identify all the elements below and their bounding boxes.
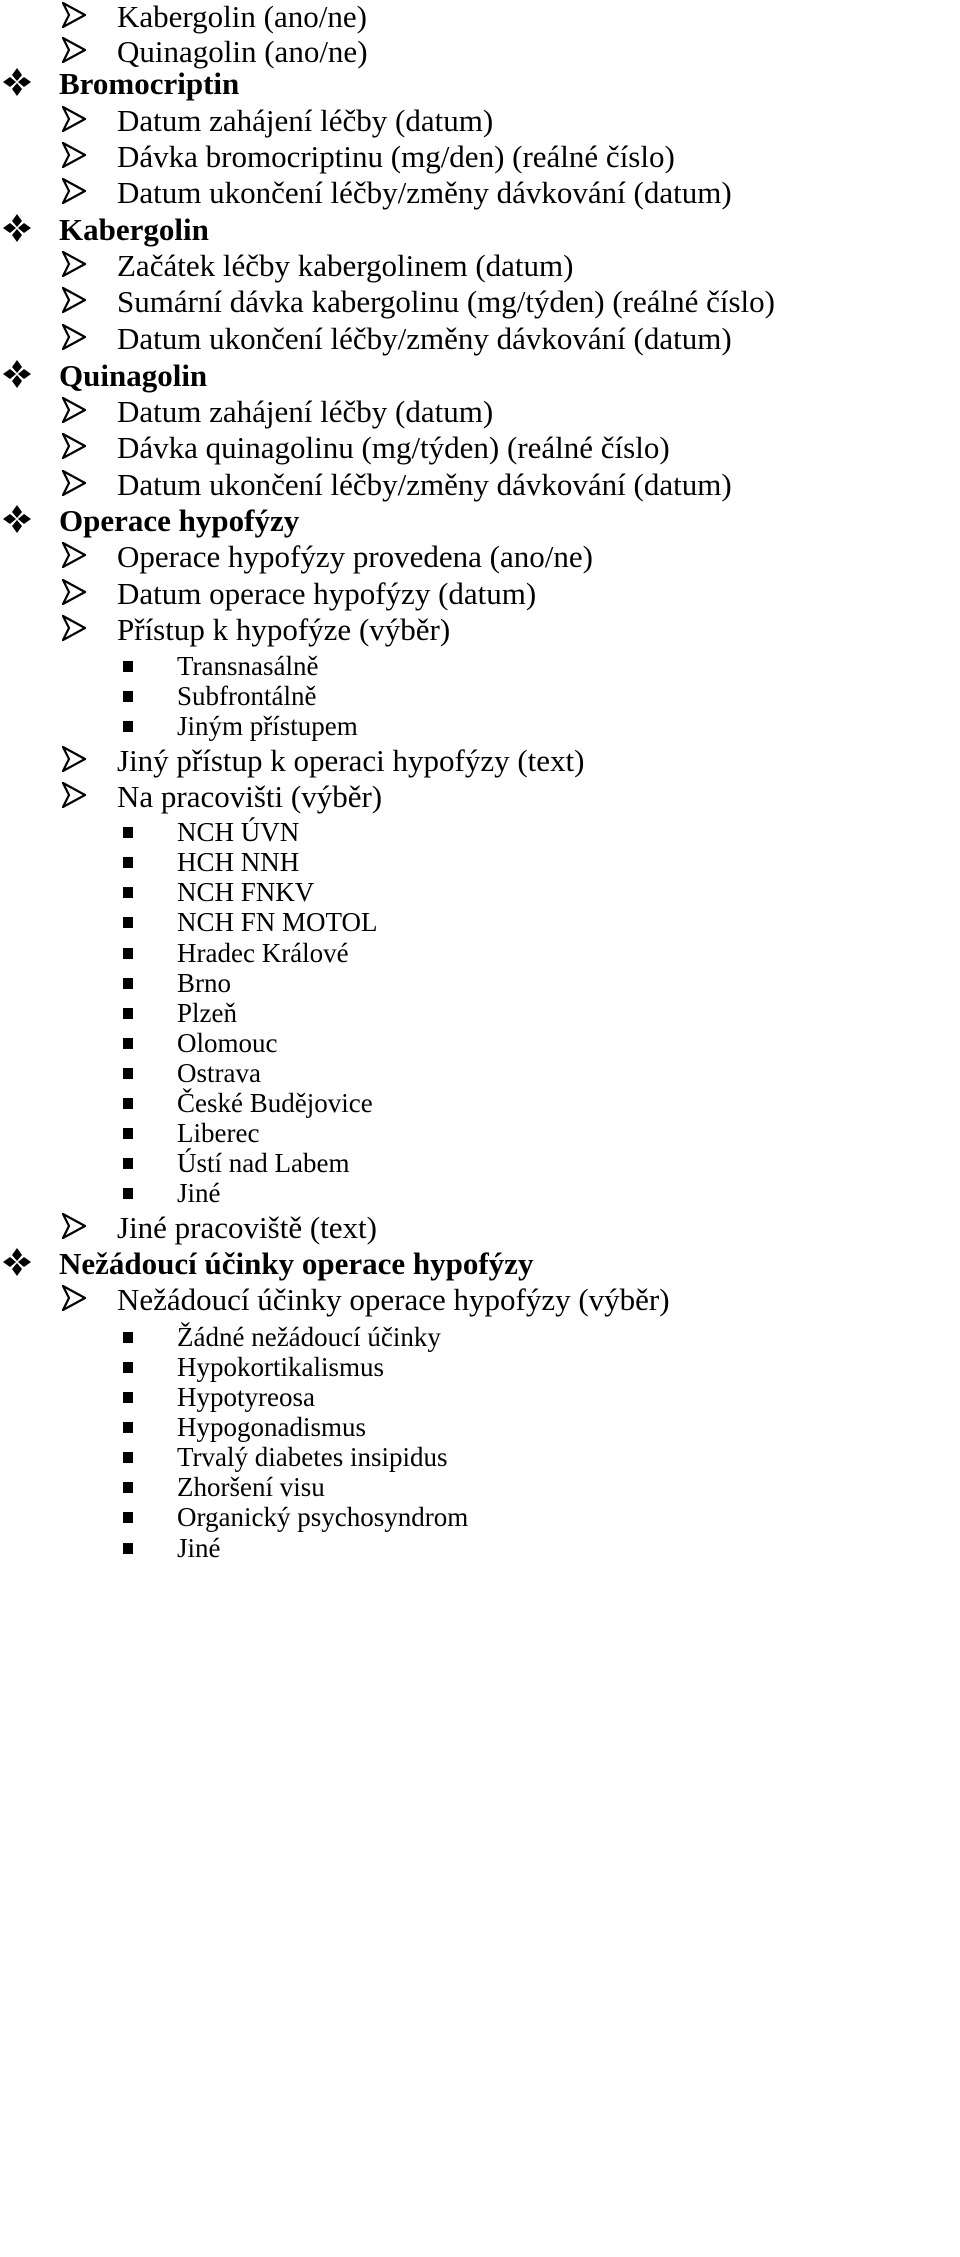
- list-item-text: Hypotyreosa: [177, 1382, 315, 1412]
- arrow-bullet-icon: [62, 1285, 86, 1318]
- arrow-bullet-icon: [62, 782, 86, 815]
- arrow-bullet-icon: [62, 542, 86, 575]
- list-item-text: Liberec: [177, 1118, 260, 1148]
- list-item-text: Kabergolin: [59, 212, 209, 247]
- square-bullet-icon: [123, 1512, 133, 1523]
- square-bullet-icon: [123, 1158, 133, 1169]
- list-item-text: Datum ukončení léčby/změny dávkování (datum): [117, 175, 732, 210]
- list-item-text: Brno: [177, 968, 231, 998]
- list-item-text: Quinagolin (ano/ne): [117, 34, 368, 69]
- diamond-bullet-icon: [2, 1247, 32, 1285]
- list-item-text: Začátek léčby kabergolinem (datum): [117, 248, 574, 283]
- square-bullet-icon: [123, 661, 133, 672]
- square-bullet-icon: [123, 1482, 133, 1493]
- list-item-text: Jiné: [177, 1178, 221, 1208]
- square-bullet-icon: [123, 1392, 133, 1403]
- list-item-text: Quinagolin: [59, 358, 208, 393]
- arrow-bullet-icon: [62, 433, 86, 466]
- list-item-text: Datum zahájení léčby (datum): [117, 103, 494, 138]
- square-bullet-icon: [123, 721, 133, 732]
- list-item-text: Hypokortikalismus: [177, 1352, 384, 1382]
- square-bullet-icon: [123, 1362, 133, 1373]
- list-item-text: Ostrava: [177, 1058, 261, 1088]
- square-bullet-icon: [123, 948, 133, 959]
- square-bullet-icon: [123, 1128, 133, 1139]
- list-item-text: České Budějovice: [177, 1088, 373, 1118]
- list-item-text: Na pracovišti (výběr): [117, 779, 383, 814]
- list-item-text: Plzeň: [177, 998, 237, 1028]
- list-item-text: Operace hypofýzy provedena (ano/ne): [117, 539, 593, 574]
- diamond-bullet-icon: [2, 67, 32, 105]
- list-item-text: Datum ukončení léčby/změny dávkování (datum): [117, 467, 732, 502]
- list-item-text: Datum operace hypofýzy (datum): [117, 576, 537, 611]
- diamond-bullet-icon: [2, 359, 32, 397]
- list-item-text: Olomouc: [177, 1028, 278, 1058]
- list-item-text: Subfrontálně: [177, 681, 317, 711]
- square-bullet-icon: [123, 917, 133, 928]
- arrow-bullet-icon: [62, 142, 86, 175]
- arrow-bullet-icon: [62, 251, 86, 284]
- square-bullet-icon: [123, 1038, 133, 1049]
- square-bullet-icon: [123, 978, 133, 989]
- arrow-bullet-icon: [62, 178, 86, 211]
- list-item-text: Nežádoucí účinky operace hypofýzy: [59, 1246, 534, 1281]
- list-item-text: Dávka bromocriptinu (mg/den) (reálné číslo): [117, 139, 675, 174]
- list-item-text: Kabergolin (ano/ne): [117, 0, 367, 34]
- list-item-text: Dávka quinagolinu (mg/týden) (reálné číslo): [117, 430, 670, 465]
- list-item-text: Operace hypofýzy: [59, 503, 300, 538]
- square-bullet-icon: [123, 691, 133, 702]
- list-item-text: Jiným přístupem: [177, 711, 358, 741]
- list-item-text: Nežádoucí účinky operace hypofýzy (výběr): [117, 1282, 670, 1317]
- square-bullet-icon: [123, 1452, 133, 1463]
- arrow-bullet-icon: [62, 397, 86, 430]
- list-item-text: NCH FNKV: [177, 877, 315, 907]
- list-item-text: Organický psychosyndrom: [177, 1502, 469, 1532]
- arrow-bullet-icon: [62, 615, 86, 648]
- arrow-bullet-icon: [62, 746, 86, 779]
- list-item-text: Žádné nežádoucí účinky: [177, 1322, 441, 1352]
- list-item-text: Sumární dávka kabergolinu (mg/týden) (reálné číslo): [117, 284, 775, 319]
- list-item-text: Bromocriptin: [59, 66, 240, 101]
- square-bullet-icon: [123, 827, 133, 838]
- arrow-bullet-icon: [62, 579, 86, 612]
- list-item-text: Přístup k hypofýze (výběr): [117, 612, 451, 647]
- list-item-text: Hradec Králové: [177, 938, 349, 968]
- list-item-text: Transnasálně: [177, 651, 319, 681]
- square-bullet-icon: [123, 1422, 133, 1433]
- square-bullet-icon: [123, 1068, 133, 1079]
- list-item-text: HCH NNH: [177, 847, 300, 877]
- list-item-text: NCH ÚVN: [177, 817, 300, 847]
- list-item-text: Ústí nad Labem: [177, 1148, 350, 1178]
- list-item-text: Trvalý diabetes insipidus: [177, 1442, 448, 1472]
- list-item-text: Jiné: [177, 1533, 221, 1563]
- arrow-bullet-icon: [62, 324, 86, 357]
- list-item-text: Jiné pracoviště (text): [117, 1210, 377, 1245]
- arrow-bullet-icon: [62, 287, 86, 320]
- list-item-text: Jiný přístup k operaci hypofýzy (text): [117, 743, 585, 778]
- square-bullet-icon: [123, 857, 133, 868]
- arrow-bullet-icon: [62, 2, 86, 35]
- square-bullet-icon: [123, 1543, 133, 1554]
- square-bullet-icon: [123, 1188, 133, 1199]
- square-bullet-icon: [123, 1008, 133, 1019]
- arrow-bullet-icon: [62, 470, 86, 503]
- list-item-text: Zhoršení visu: [177, 1472, 325, 1502]
- square-bullet-icon: [123, 1098, 133, 1109]
- square-bullet-icon: [123, 887, 133, 898]
- diamond-bullet-icon: [2, 504, 32, 542]
- arrow-bullet-icon: [62, 1213, 86, 1246]
- diamond-bullet-icon: [2, 213, 32, 251]
- list-item-text: Datum zahájení léčby (datum): [117, 394, 494, 429]
- list-item-text: NCH FN MOTOL: [177, 907, 378, 937]
- list-item-text: Hypogonadismus: [177, 1412, 366, 1442]
- arrow-bullet-icon: [62, 106, 86, 139]
- list-item-text: Datum ukončení léčby/změny dávkování (datum): [117, 321, 732, 356]
- square-bullet-icon: [123, 1332, 133, 1343]
